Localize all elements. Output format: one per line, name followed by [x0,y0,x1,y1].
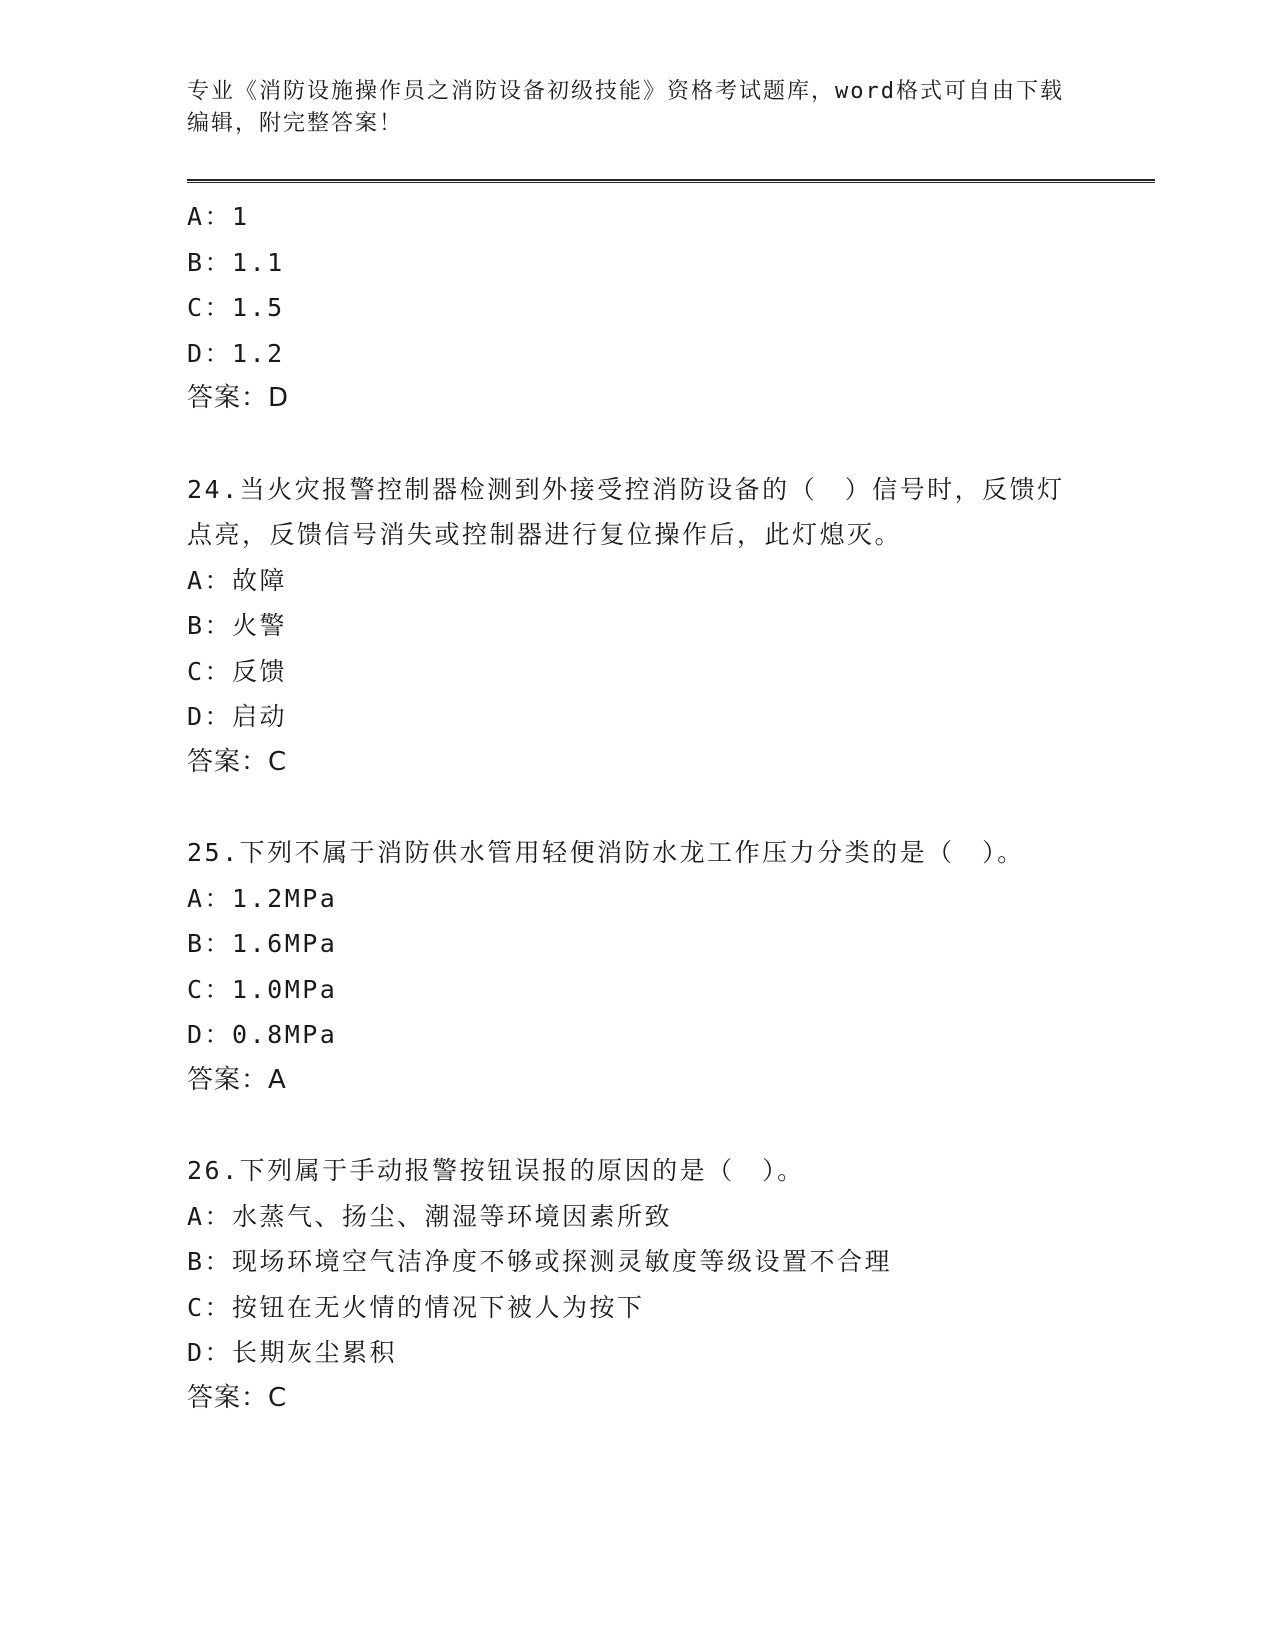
option-c: C：1.5 [187,293,285,322]
option-b: B：火警 [187,611,288,640]
question-25 [187,830,1087,1103]
option-d: D：1.2 [187,338,285,368]
option-a: A：故障 [187,565,288,595]
header-divider [187,179,1155,183]
question-24 [187,467,1087,786]
option-d: D：启动 [187,702,288,731]
option-b: B：1.1 [187,247,285,277]
option-c: C：反馈 [187,656,288,686]
option-d: D：长期灰尘累积 [187,1338,398,1367]
answer-line: 答案：D [187,383,290,413]
question-text: 26.下列属于手动报警按钮误报的原因的是（ ）。 [187,1156,805,1185]
option-c: C：1.0MPa [187,974,338,1004]
option-a: A：1.2MPa [187,883,338,913]
page-header [187,76,1067,140]
option-a: A：1 [187,202,250,231]
option-d: D：0.8MPa [187,1020,338,1049]
answer-line: 答案：C [187,746,288,777]
question-26 [187,1148,1087,1421]
question-content [187,194,1087,1421]
partial-question [187,194,1087,422]
question-text: 24.当火灾报警控制器检测到外接受控消防设备的（ ）信号时，反馈灯点亮，反馈信号消失或控制器进行复位操作后，此灯熄灭。 [187,474,1065,549]
answer-line: 答案：A [187,1064,287,1095]
question-text: 25.下列不属于消防供水管用轻便消防水龙工作压力分类的是（ ）。 [187,838,1025,867]
option-a: A：水蒸气、扬尘、潮湿等环境因素所致 [187,1201,673,1231]
answer-line: 答案：C [187,1382,288,1413]
option-b: B：现场环境空气洁净度不够或探测灵敏度等级设置不合理 [187,1247,893,1276]
option-b: B：1.6MPa [187,929,338,958]
header-title: 专业《消防设施操作员之消防设备初级技能》资格考试题库，word格式可自由下载编辑，附完整答案！ [187,79,1064,136]
option-c: C：按钮在无火情的情况下被人为按下 [187,1292,645,1322]
